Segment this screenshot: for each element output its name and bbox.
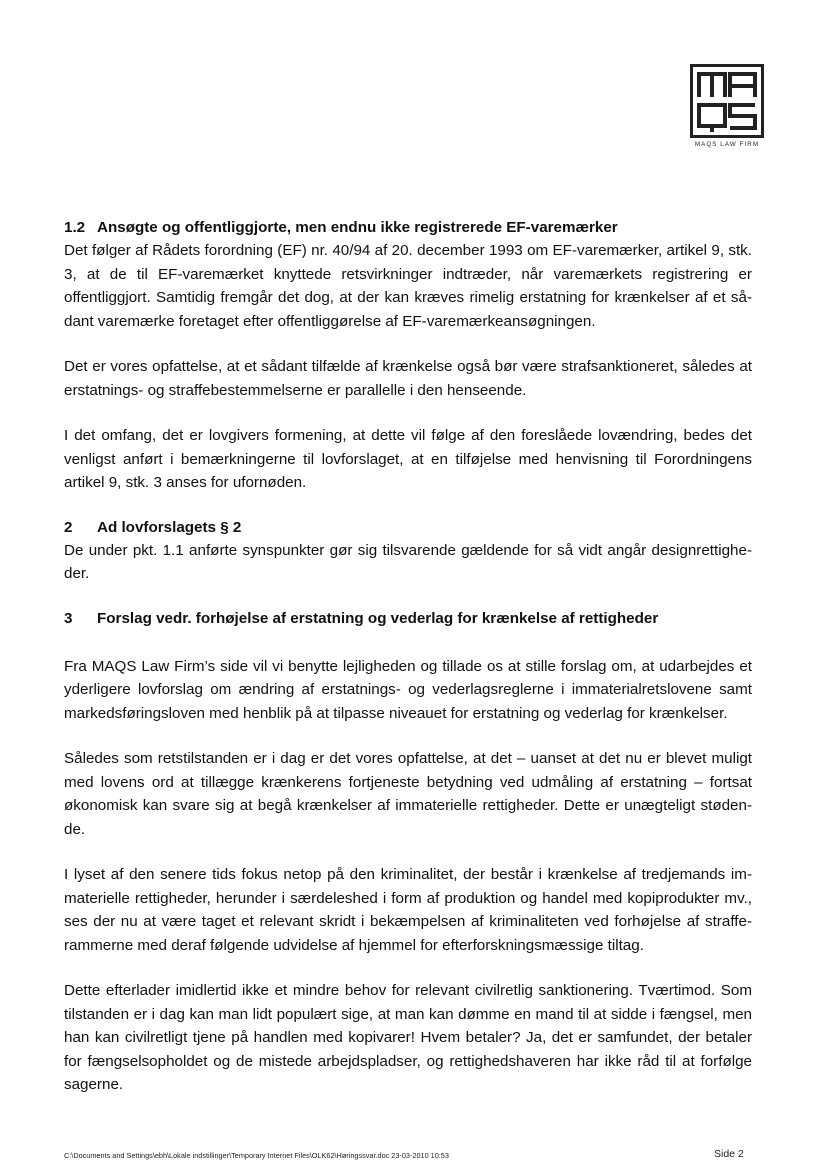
section-number: 2 — [64, 518, 73, 536]
paragraph: Det følger af Rådets forordning (EF) nr. 40/94 af 20. december 1993 om EF-varemærker, artikel 9, stk. 3, at de til EF-varemærket knyttede retsvirkninger indtræder, når varemærkets registrering er offentliggjort. Samtidig fremgår det dog, at der kan kræves rimelig erstatning for krænkelser af et sådant varemærke foretaget efter offentliggørelse af EF-varemærkeansøgningen. — [64, 242, 752, 330]
section-title: Ansøgte og offentliggjorte, men endnu ikke registrerede EF-varemærker — [97, 219, 618, 236]
paragraph: De under pkt. 1.1 anførte synspunkter gør sig tilsvarende gældende for så vidt angår designrettigheder. — [64, 541, 752, 582]
document-body — [64, 216, 752, 1097]
maqs-logo — [690, 64, 764, 148]
paragraph: Fra MAQS Law Firm’s side vil vi benytte lejligheden og tillade os at stille forslag om, at udarbejdes et yderligere lovforslag om ændring af erstatnings- og vederlagsreglerne i immaterialretslovene samt markedsføringsloven med henblik på at tilpasse niveauet for erstatning og vederlag for krænkelser. — [64, 657, 752, 722]
section-title: Ad lovforslagets § 2 — [97, 518, 242, 536]
section-title: Forslag vedr. forhøjelse af erstatning og vederlag for krænkelse af rettigheder — [97, 609, 659, 627]
section-heading-2 — [64, 516, 752, 539]
footer-file-path: C:\Documents and Settings\ebh\Lokale indstillinger\Temporary Internet Files\OLK62\Høringssvar.doc 23-03-2010 10:53 — [64, 1151, 449, 1160]
paragraph: I det omfang, det er lovgivers formening, at dette vil følge af den foreslåede lovændring, bedes det venligst anført i bemærkningerne til lovforslaget, at en tilføjelse med henvisning til Forordningens artikel 9, stk. 3 anses for ufornøden. — [64, 427, 752, 491]
paragraph: Det er vores opfattelse, at et sådant tilfælde af krænkelse også bør være strafsanktioneret, således at erstatnings- og straffebestemmelserne er parallelle i den henseende. — [64, 358, 752, 399]
maqs-logo-mark — [690, 64, 764, 138]
paragraph: I lyset af den senere tids fokus netop på den kriminalitet, der består i krænkelse af tredjemands immaterielle rettigheder, herunder i særdeleshed i form af produktion og handel med kopiprodukter mv., ses der nu at være taget et relevant skridt i bekæmpelsen af kriminaliteten ved forhøjelse af strafferammerne med deraf følgende udvidelse af hjemmel for efterforskningsmæssige tiltag. — [64, 866, 752, 954]
section-number: 1.2 — [64, 219, 86, 236]
section-heading-1-2 — [64, 216, 752, 239]
logo-caption: MAQS LAW FIRM — [694, 141, 760, 148]
section-number: 3 — [64, 609, 73, 627]
footer-page-number: Side 2 — [714, 1148, 744, 1160]
section-heading-3 — [64, 607, 752, 630]
paragraph: Således som retstilstanden er i dag er det vores opfattelse, at det – uanset at det nu er blevet muligt med lovens ord at tillægge krænkerens fortjeneste betydning ved udmåling af erstatning – fortsat økonomisk kan svare sig at begå krænkelser af immaterielle rettigheder. Dette er unægteligt stødende. — [64, 750, 752, 838]
paragraph: Dette efterlader imidlertid ikke et mindre behov for relevant civilretlig sanktionering. Tværtimod. Som tilstanden er i dag kan man lidt populært sige, at man kan dømme en mand til at sidde i fængsel, men han kan civilretligt tjene på handlen med kopivarer! Hvem betaler? Ja, det er samfundet, der betaler for fængselsopholdet og de mistede arbejdspladser, og rettighedshaveren har ikke råd til at forfølge sagerne. — [64, 982, 752, 1093]
